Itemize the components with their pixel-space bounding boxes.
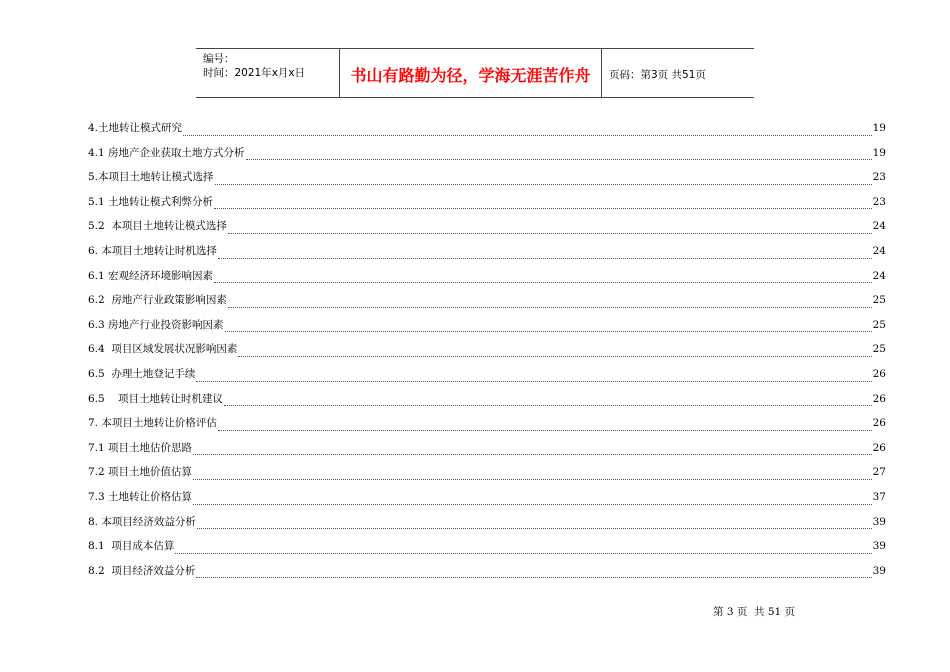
toc-entry-title: 7.1 项目土地估价思路 — [88, 441, 193, 454]
toc-dot-leader — [246, 158, 872, 160]
toc-entry-page: 24 — [872, 269, 886, 282]
toc-entry-page: 39 — [872, 540, 886, 553]
toc-entry[interactable] — [88, 538, 886, 563]
toc-entry-page: 19 — [872, 122, 886, 134]
toc-dot-leader — [218, 257, 872, 259]
toc-entry[interactable] — [88, 440, 886, 465]
toc-entry[interactable] — [88, 415, 886, 440]
toc-dot-leader — [183, 134, 872, 136]
toc-entry[interactable] — [88, 268, 886, 293]
toc-entry-title: 7. 本项目土地转让价格评估 — [88, 417, 217, 430]
toc-entry[interactable] — [88, 317, 886, 342]
toc-entry-title: 6. 本项目土地转让时机选择 — [88, 244, 217, 257]
toc-entry-page: 24 — [872, 244, 886, 257]
toc-dot-leader — [228, 306, 872, 308]
document-time-label: 时间：2021年x月x日 — [203, 67, 306, 79]
toc-dot-leader — [215, 183, 872, 185]
toc-entry[interactable] — [88, 243, 886, 268]
toc-entry-title: 7.2 项目土地价值估算 — [88, 466, 193, 479]
toc-entry-page: 37 — [872, 490, 886, 503]
toc-entry-page: 25 — [872, 318, 886, 331]
toc-entry[interactable] — [88, 292, 886, 317]
toc-entry-page: 23 — [872, 171, 886, 184]
toc-dot-leader — [224, 404, 872, 406]
toc-entry[interactable] — [88, 563, 886, 588]
toc-entry[interactable] — [88, 169, 886, 194]
toc-dot-leader — [214, 281, 872, 283]
toc-entry-page: 39 — [872, 515, 886, 528]
toc-entry-title: 6.5 项目土地转让时机建议 — [88, 392, 224, 405]
header-meta — [196, 49, 340, 97]
toc-entry-title: 6.3 房地产行业投资影响因素 — [88, 318, 224, 331]
toc-entry-title: 6.5 办理土地登记手续 — [88, 367, 196, 380]
toc-entry-page: 26 — [872, 417, 886, 430]
toc-entry-title: 4.1 房地产企业获取土地方式分析 — [88, 146, 245, 159]
toc-entry-page: 27 — [872, 466, 886, 479]
toc-entry-title: 8.2 项目经济效益分析 — [88, 564, 196, 577]
toc-dot-leader — [196, 380, 871, 382]
toc-entry-title: 6.4 项目区域发展状况影响因素 — [88, 343, 238, 356]
toc-entry-page: 26 — [872, 441, 886, 454]
toc-dot-leader — [238, 355, 871, 357]
toc-entry-title: 5.1 土地转让模式利弊分析 — [88, 195, 214, 208]
toc-entry-page: 25 — [872, 294, 886, 307]
toc-dot-leader — [225, 330, 872, 332]
toc-dot-leader — [175, 552, 871, 554]
toc-entry-page: 39 — [872, 564, 886, 577]
toc-entry-title: 6.1 宏观经济环境影响因素 — [88, 269, 214, 282]
table-of-contents — [88, 120, 886, 587]
toc-entry[interactable] — [88, 341, 886, 366]
toc-dot-leader — [214, 207, 872, 209]
toc-entry[interactable] — [88, 464, 886, 489]
page-header — [196, 48, 754, 98]
toc-entry[interactable] — [88, 391, 886, 416]
toc-entry-page: 23 — [872, 195, 886, 208]
toc-entry[interactable] — [88, 489, 886, 514]
toc-dot-leader — [218, 429, 872, 431]
toc-entry[interactable] — [88, 120, 886, 145]
toc-entry-title: 4.土地转让模式研究 — [88, 122, 183, 134]
toc-dot-leader — [193, 503, 872, 505]
toc-entry-page: 19 — [872, 146, 886, 159]
toc-entry[interactable] — [88, 514, 886, 539]
toc-entry[interactable] — [88, 218, 886, 243]
toc-dot-leader — [197, 527, 872, 529]
toc-entry-title: 6.2 房地产行业政策影响因素 — [88, 294, 227, 307]
toc-entry-title: 5.2 本项目土地转让模式选择 — [88, 220, 227, 233]
toc-entry-title: 5.本项目土地转让模式选择 — [88, 171, 214, 184]
toc-entry[interactable] — [88, 194, 886, 219]
toc-entry-title: 8.1 项目成本估算 — [88, 540, 175, 553]
toc-dot-leader — [193, 478, 872, 480]
toc-entry[interactable] — [88, 366, 886, 391]
toc-entry-title: 7.3 土地转让价格估算 — [88, 490, 193, 503]
header-page-info: 页码：第3页 共51页 — [609, 68, 706, 81]
toc-entry-page: 26 — [872, 392, 886, 405]
toc-dot-leader — [196, 576, 871, 578]
toc-dot-leader — [228, 232, 872, 234]
toc-entry-page: 26 — [872, 367, 886, 380]
page-footer: 第 3 页 共 51 页 — [713, 606, 796, 618]
toc-entry-title: 8. 本项目经济效益分析 — [88, 515, 196, 528]
document-number-label: 编号： — [203, 53, 235, 65]
toc-entry-page: 25 — [872, 343, 886, 356]
toc-dot-leader — [193, 453, 872, 455]
toc-entry[interactable] — [88, 145, 886, 170]
toc-entry-page: 24 — [872, 220, 886, 233]
header-motto: 书山有路勤为径，学海无涯苦作舟 — [340, 49, 602, 97]
